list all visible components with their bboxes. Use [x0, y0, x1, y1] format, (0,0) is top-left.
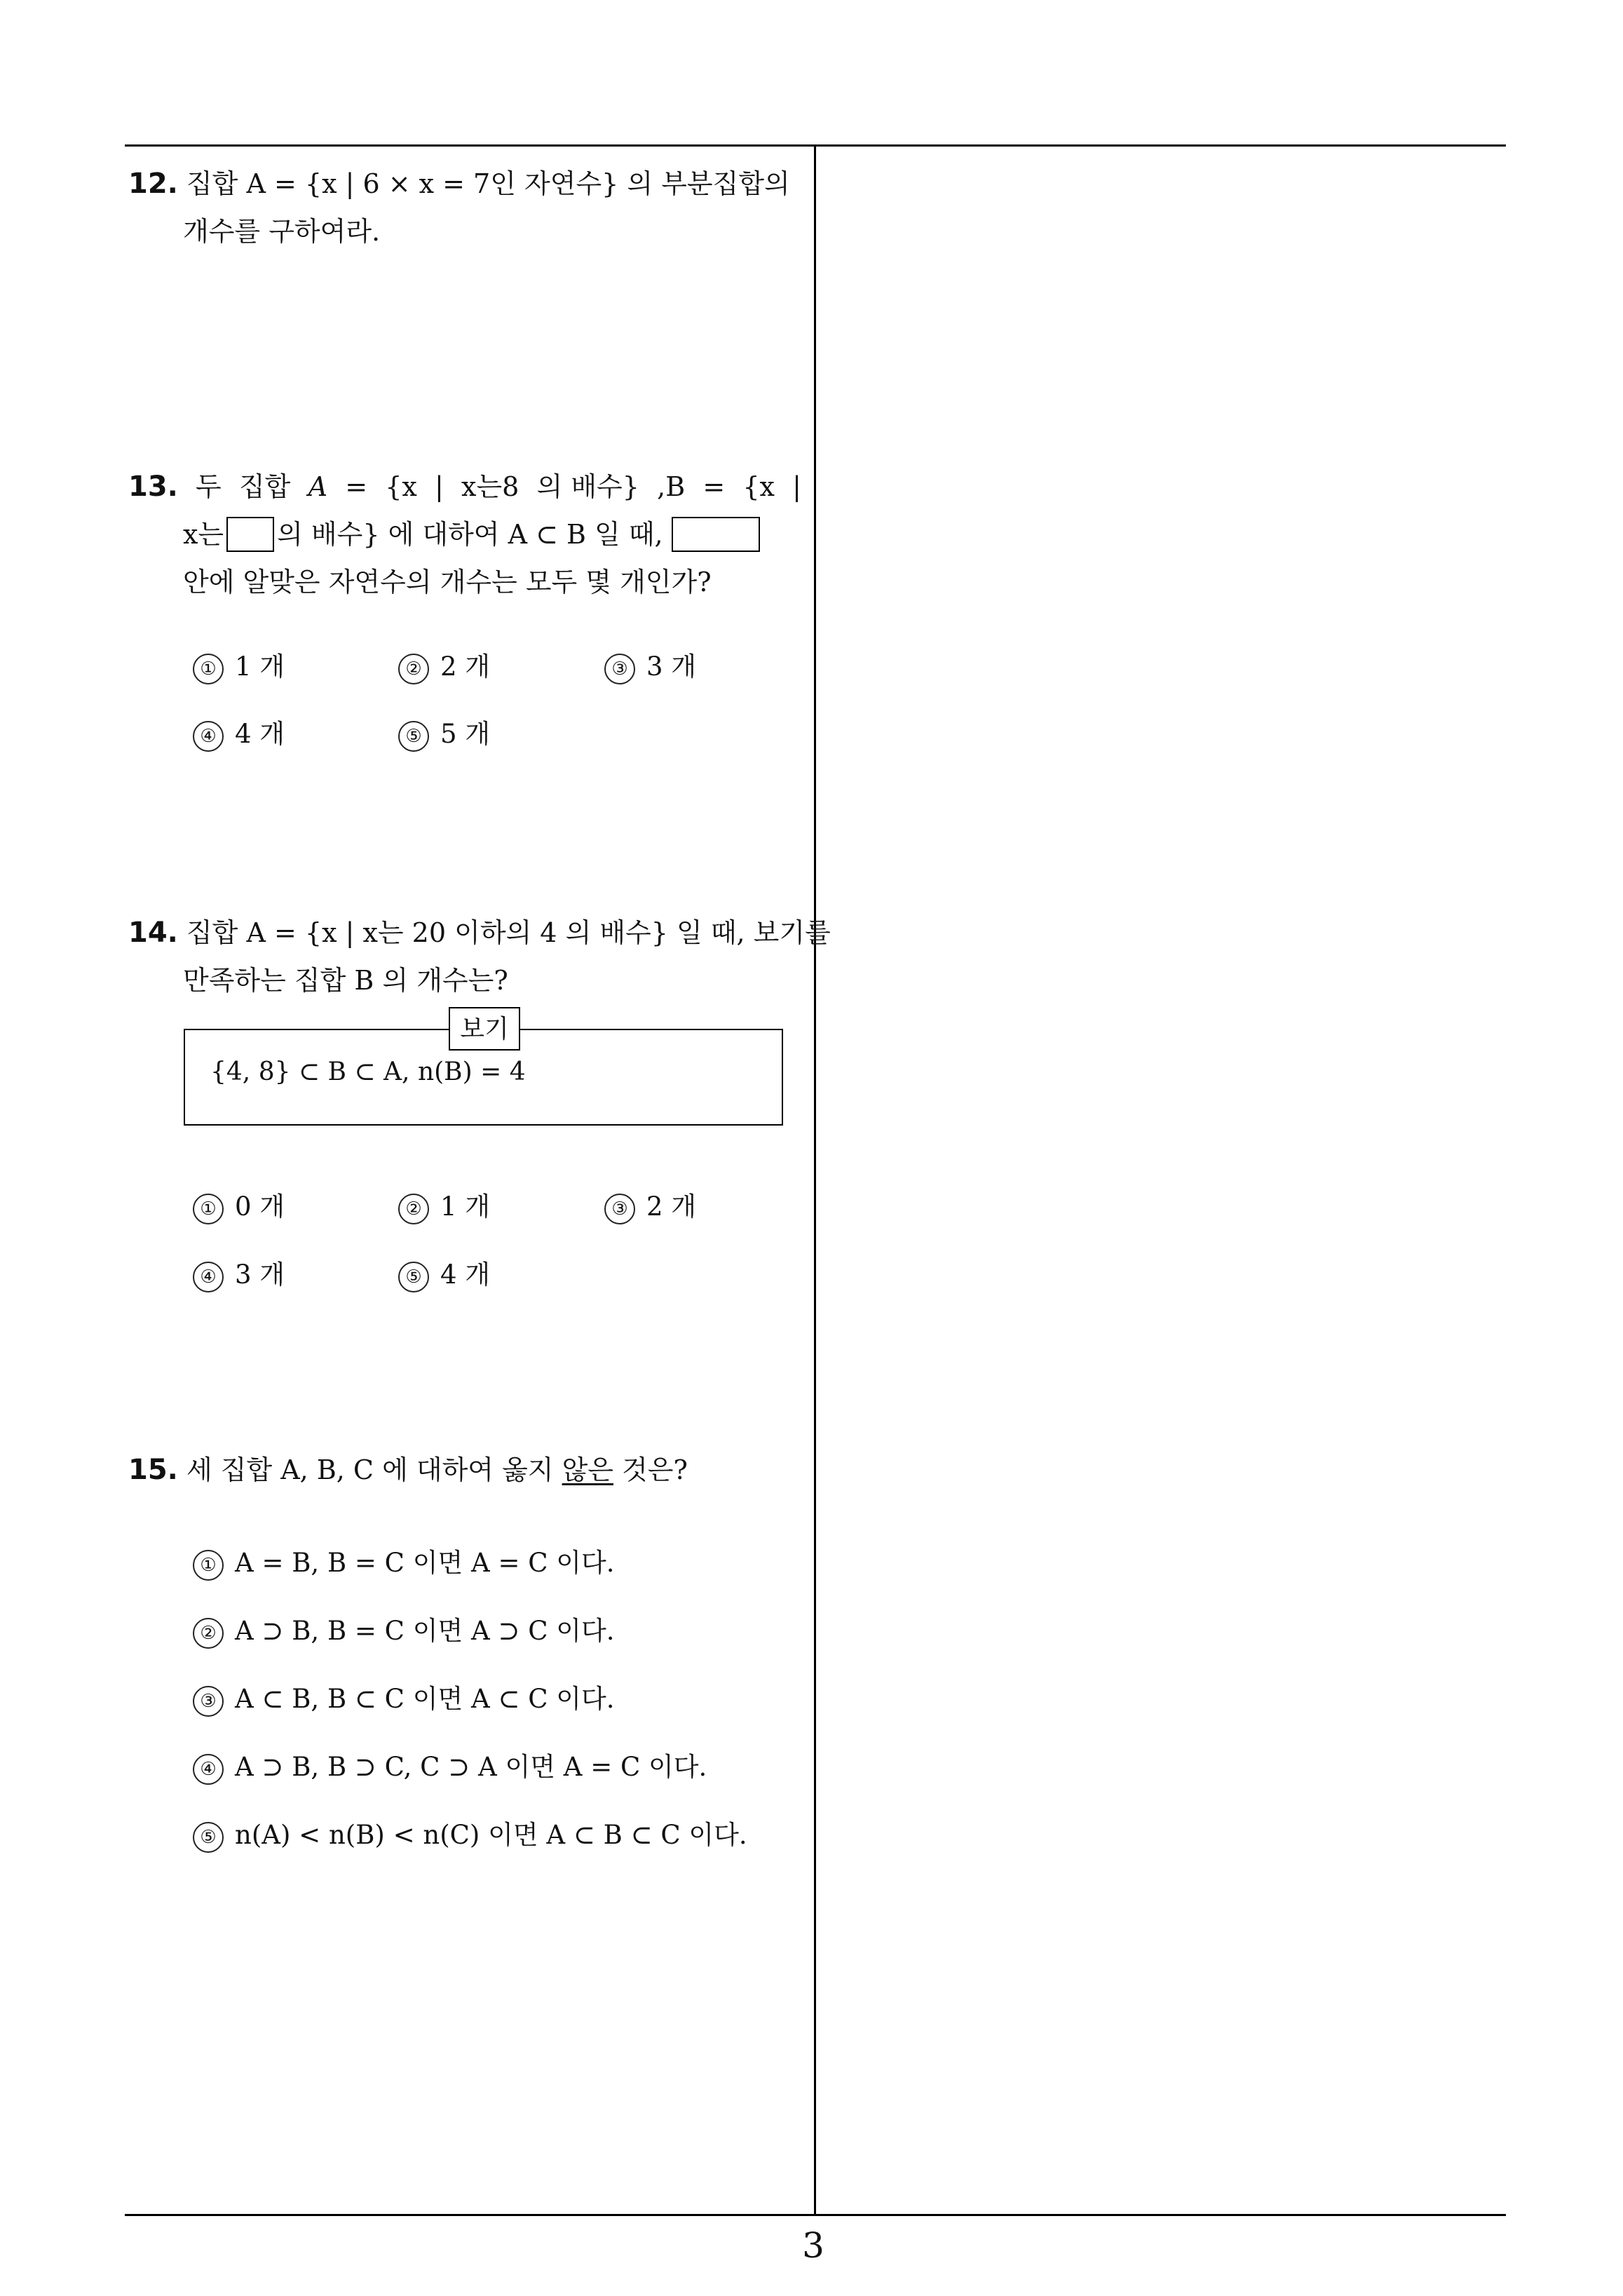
question-12	[128, 160, 801, 255]
choice-5[interactable]	[398, 713, 490, 752]
choice-1[interactable]	[193, 1541, 615, 1581]
q13-word: =	[702, 471, 726, 502]
choice-1-label: A = B, B = C 이면 A = C 이다.	[235, 1548, 615, 1578]
choice-3-mark: ③	[604, 654, 635, 684]
question-14-line-1	[128, 909, 831, 957]
choice-2-label: A ⊃ B, B = C 이면 A ⊃ C 이다.	[235, 1616, 615, 1646]
q13-word: ,B	[657, 471, 686, 502]
q13-word: {x	[742, 471, 775, 502]
choice-1[interactable]	[193, 645, 285, 684]
question-13-number: 13.	[128, 471, 178, 503]
choice-2-mark: ②	[398, 1194, 429, 1224]
q13-word: 두	[196, 471, 222, 502]
choice-4[interactable]	[193, 1253, 285, 1292]
choice-3[interactable]	[604, 1185, 696, 1224]
choice-1[interactable]	[193, 1185, 285, 1224]
choice-5-label: 5 개	[440, 719, 491, 749]
choice-3-label: 3 개	[646, 651, 697, 682]
choice-1-mark: ①	[193, 1194, 224, 1224]
choice-5[interactable]	[398, 1253, 490, 1292]
choice-2-label: 2 개	[440, 651, 491, 682]
choice-3-mark: ③	[604, 1194, 635, 1224]
choice-2[interactable]	[193, 1609, 615, 1649]
choice-3[interactable]	[604, 645, 696, 684]
question-12-line-1	[128, 160, 801, 208]
choice-2[interactable]	[398, 645, 490, 684]
q13-word: |	[792, 471, 801, 502]
question-12-text-1: 집합 A = {x | 6 × x = 7인 자연수} 의 부분집합의	[186, 168, 790, 199]
choice-5-mark: ⑤	[398, 721, 429, 752]
question-12-number: 12.	[128, 168, 178, 200]
question-12-text-2: 개수를 구하여라.	[183, 216, 381, 247]
choice-4-mark: ④	[193, 1754, 224, 1785]
choice-4[interactable]	[193, 713, 285, 752]
choice-5-label: n(A) < n(B) < n(C) 이면 A ⊂ B ⊂ C 이다.	[235, 1820, 747, 1850]
question-15-underlined-word: 않은	[562, 1454, 613, 1485]
answer-blank-box	[672, 517, 760, 552]
page-number: 3	[802, 2225, 824, 2266]
question-14-number: 14.	[128, 917, 178, 949]
choice-4-label: 4 개	[235, 719, 285, 749]
bottom-rule	[125, 2214, 1506, 2216]
choice-4[interactable]	[193, 1745, 707, 1785]
question-14	[128, 909, 831, 1004]
choice-4-label: 3 개	[235, 1260, 285, 1290]
question-15-number: 15.	[128, 1454, 178, 1486]
answer-blank-box	[226, 517, 274, 552]
choice-3-label: 2 개	[646, 1191, 697, 1222]
choice-1-mark: ①	[193, 654, 224, 684]
question-15-line-1	[128, 1446, 801, 1494]
choice-5-mark: ⑤	[398, 1262, 429, 1292]
choice-5[interactable]	[193, 1814, 747, 1853]
bogi-content: {4, 8} ⊂ B ⊂ A, n(B) = 4	[210, 1058, 526, 1086]
question-13-text-3: 안에 알맞은 자연수의 개수는 모두 몇 개인가?	[183, 567, 712, 597]
q13-word: x는8	[461, 471, 520, 502]
question-13-text-2b: 의 배수} 에 대하여 A ⊂ B 일 때,	[277, 519, 663, 550]
choice-1-label: 0 개	[235, 1191, 285, 1222]
q13-word: {x	[385, 471, 417, 502]
choice-2-mark: ②	[398, 654, 429, 684]
choice-1-label: 1 개	[235, 651, 285, 682]
question-13-line-2	[128, 511, 801, 558]
choice-2[interactable]	[398, 1185, 490, 1224]
question-14-text-1: 집합 A = {x | x는 20 이하의 4 의 배수} 일 때, 보기를	[186, 917, 831, 948]
q13-word: A	[308, 471, 328, 502]
choice-3-mark: ③	[193, 1686, 224, 1717]
choice-5-label: 4 개	[440, 1260, 491, 1290]
column-divider	[814, 144, 816, 2216]
choice-2-mark: ②	[193, 1618, 224, 1649]
question-15-text-1b: 것은?	[622, 1454, 688, 1485]
q13-word: 의 배수}	[536, 471, 639, 502]
choice-3-label: A ⊂ B, B ⊂ C 이면 A ⊂ C 이다.	[235, 1684, 615, 1714]
question-14-text-2: 만족하는 집합 B 의 개수는?	[183, 965, 508, 996]
choice-2-label: 1 개	[440, 1191, 491, 1222]
q13-word: =	[345, 471, 368, 502]
choice-4-mark: ④	[193, 721, 224, 752]
q13-word: |	[435, 471, 444, 502]
choice-4-label: A ⊃ B, B ⊃ C, C ⊃ A 이면 A = C 이다.	[235, 1752, 707, 1782]
bogi-title: 보기	[449, 1007, 520, 1051]
question-15	[128, 1446, 801, 1494]
question-13-line-1	[128, 463, 801, 511]
choice-1-mark: ①	[193, 1550, 224, 1581]
question-15-text-1a: 세 집합 A, B, C 에 대하여 옳지	[186, 1454, 554, 1485]
q13-word: 집합	[238, 471, 291, 502]
choice-4-mark: ④	[193, 1262, 224, 1292]
question-13	[128, 463, 801, 606]
choice-5-mark: ⑤	[193, 1822, 224, 1853]
choice-3[interactable]	[193, 1677, 615, 1717]
question-13-text-2a: x는	[183, 519, 224, 550]
